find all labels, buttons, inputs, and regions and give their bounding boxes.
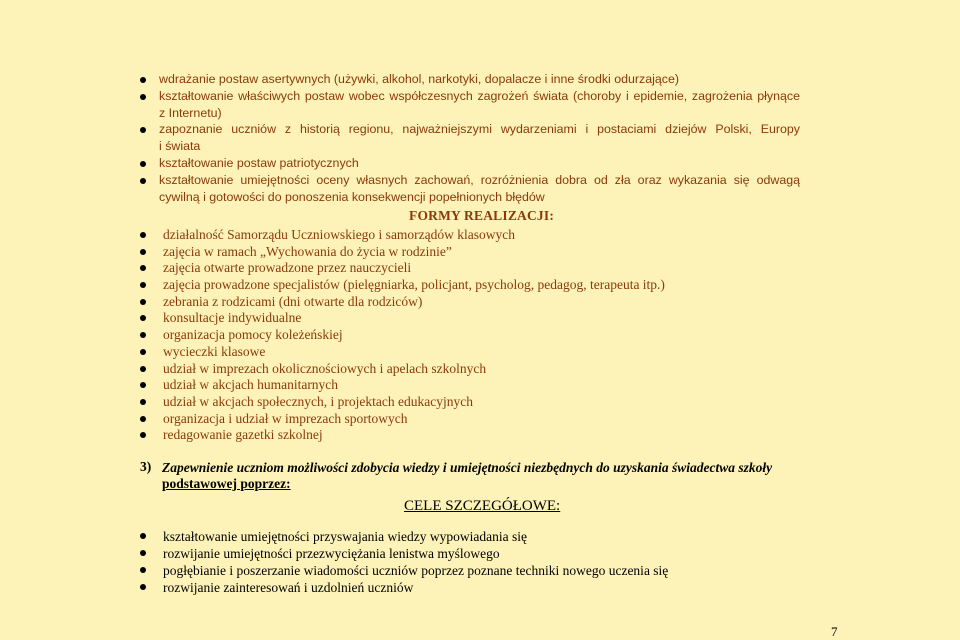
- bullet-icon: [140, 178, 146, 184]
- bullet-icon: [140, 550, 146, 556]
- bullet-icon: [140, 249, 146, 255]
- list-item-text: organizacja i udział w imprezach sportowych: [163, 410, 408, 426]
- list-item: [140, 579, 840, 596]
- bullet-icon: [140, 399, 146, 405]
- goals-list: [140, 528, 840, 596]
- goals-list-continued: [140, 71, 800, 205]
- bullet-icon: [140, 366, 146, 372]
- list-item-text: zapoznanie uczniów z historią regionu, najważniejszymi wydarzeniami i postaciami dziejów Polski, Europy: [159, 122, 800, 137]
- list-item: [140, 227, 840, 244]
- list-item-text: kształtowanie umiejętności przyswajania wiedzy wypowiadania się: [163, 529, 528, 544]
- bullet-icon: [140, 349, 146, 355]
- bullet-icon: [140, 94, 146, 100]
- list-item-text-continuation: cywilną i gotowości do ponoszenia konsekwencji popełnionych błędów: [159, 189, 545, 204]
- bullet-icon: [140, 299, 146, 305]
- list-item-text: zebrania z rodzicami (dni otwarte dla rodziców): [163, 293, 423, 309]
- list-item: [140, 294, 840, 311]
- list-item-text: udział w imprezach okolicznościowych i apelach szkolnych: [163, 360, 487, 376]
- list-item: [140, 71, 800, 88]
- forms-heading: FORMY REALIZACJI:: [409, 208, 555, 223]
- bullet-icon: [140, 533, 146, 539]
- list-item-text: konsultacje indywidualne: [163, 310, 302, 326]
- bullet-icon: [140, 77, 146, 83]
- bullet-icon: [140, 416, 146, 422]
- list-item: [140, 528, 840, 545]
- list-item-text: rozwijanie zainteresowań i uzdolnień uczniów: [163, 580, 414, 595]
- list-item-text: wycieczki klasowe: [163, 343, 266, 359]
- list-item-text: zajęcia prowadzone specjalistów (pielęgniarka, policjant, psycholog, pedagog, terapeuta itp.): [163, 277, 665, 293]
- bullet-icon: [140, 332, 146, 338]
- list-item: [140, 394, 840, 411]
- list-item-text: udział w akcjach społecznych, i projektach edukacyjnych: [163, 393, 473, 409]
- goals-heading: CELE SZCZEGÓŁOWE:: [404, 498, 561, 514]
- list-item-text: pogłębianie i poszerzanie wiadomości uczniów poprzez poznane techniki nowego uczenia się: [163, 563, 669, 578]
- section-title: Zapewnienie uczniom możliwości zdobycia wiedzy i umiejętności niezbędnych do uzyskania świadectwa szkoły: [162, 460, 773, 475]
- bullet-icon: [140, 161, 146, 167]
- list-item-text: udział w akcjach humanitarnych: [163, 377, 339, 393]
- list-item-text: kształtowanie właściwych postaw wobec współczesnych zagrożeń świata (choroby i epidemie, zagrożenia płynące: [159, 88, 800, 103]
- list-item: [140, 344, 840, 361]
- list-item: [140, 310, 840, 327]
- bullet-icon: [140, 127, 146, 133]
- bullet-icon: [140, 432, 146, 438]
- list-item: [140, 411, 840, 428]
- bullet-icon: [140, 265, 146, 271]
- list-item-text: redagowanie gazetki szkolnej: [163, 427, 323, 443]
- page-number: 7: [831, 624, 838, 639]
- forms-list: [140, 227, 840, 444]
- list-item: [140, 155, 800, 172]
- list-item: [140, 244, 840, 261]
- list-item: [140, 327, 840, 344]
- list-item: [140, 377, 840, 394]
- list-item-text: rozwijanie umiejętności przezwyciężania lenistwa myślowego: [163, 546, 500, 561]
- list-item-text: kształtowanie postaw patriotycznych: [159, 155, 359, 170]
- list-item: [140, 121, 800, 155]
- list-item-text: organizacja pomocy koleżeńskiej: [163, 327, 343, 343]
- list-item-text: wdrażanie postaw asertywnych (używki, alkohol, narkotyki, dopalacze i inne środki odurzające): [159, 72, 679, 86]
- section-number: 3): [140, 459, 152, 474]
- list-item: [140, 172, 800, 206]
- list-item-text: zajęcia w ramach „Wychowania do życia w rodzinie”: [163, 243, 452, 259]
- bullet-icon: [140, 315, 146, 321]
- bullet-icon: [140, 584, 146, 590]
- list-item-text: kształtowanie umiejętności oceny własnych zachowań, rozróżnienia dobra od zła oraz wykazania się odwagą: [159, 172, 800, 187]
- list-item: [140, 361, 840, 378]
- list-item: [140, 562, 840, 579]
- list-item-text-continuation: i świata: [159, 139, 201, 154]
- list-item-text: działalność Samorządu Uczniowskiego i samorządów klasowych: [163, 227, 516, 242]
- list-item: [140, 88, 800, 122]
- bullet-icon: [140, 567, 146, 573]
- list-item-text-continuation: z Internetu): [159, 105, 222, 120]
- bullet-icon: [140, 282, 146, 288]
- list-item: [140, 277, 840, 294]
- list-item-text: zajęcia otwarte prowadzone przez nauczycieli: [163, 260, 412, 276]
- section-subtitle: podstawowej poprzez:: [162, 476, 291, 491]
- bullet-icon: [140, 382, 146, 388]
- list-item: [140, 260, 840, 277]
- list-item: [140, 545, 840, 562]
- list-item: [140, 427, 840, 444]
- bullet-icon: [140, 232, 146, 238]
